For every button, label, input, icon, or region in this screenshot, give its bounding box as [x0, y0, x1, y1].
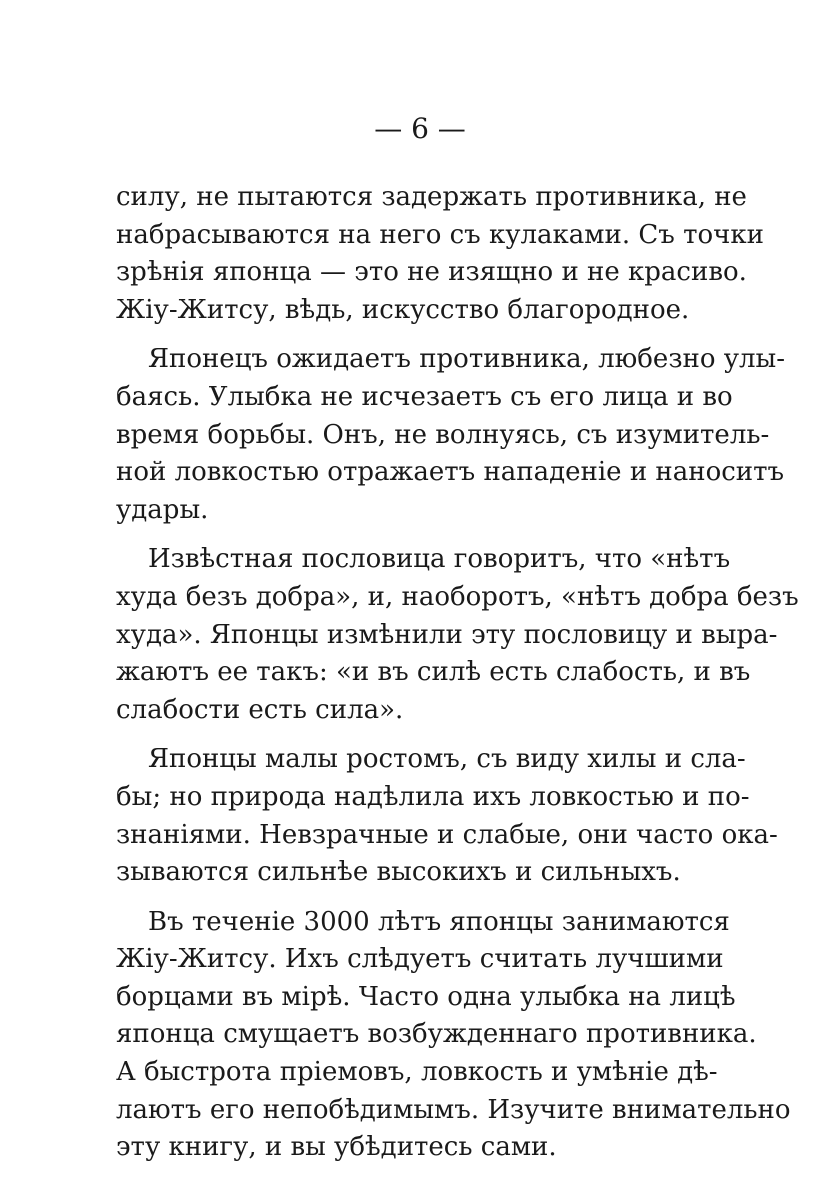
- text-line: силу, не пытаются задержать противника, не: [116, 182, 747, 212]
- text-line: ной ловкостью отражаетъ нападеніе и наноситъ: [116, 457, 785, 488]
- text-line: баясь. Улыбка не исчезаетъ съ его лица и во: [116, 381, 733, 412]
- text-line: лаютъ его непобѣдимымъ. Изучите внимательно: [116, 1094, 791, 1125]
- paragraph: [116, 541, 799, 729]
- text-line: Въ теченіе 3000 лѣтъ японцы занимаются: [148, 906, 730, 937]
- paragraph: [116, 179, 764, 329]
- text-line: Японцы малы ростомъ, съ виду хилы и сла-: [148, 744, 746, 775]
- text-line: удары.: [116, 494, 209, 525]
- paragraph: [116, 341, 786, 529]
- text-line: Извѣстная пословица говоритъ, что «нѣтъ: [148, 544, 731, 575]
- text-line: Японецъ ожидаетъ противника, любезно улы-: [148, 344, 786, 375]
- text-line: эту книгу, и вы убѣдитесь сами.: [116, 1132, 557, 1163]
- text-line: борцами въ мірѣ. Часто одна улыбка на лицѣ: [116, 981, 736, 1012]
- paragraph: [116, 904, 791, 1167]
- text-line: Жіу-Житсу, вѣдь, искусство благородное.: [116, 294, 690, 325]
- text-line: знаніями. Невзрачные и слабые, они часто ока-: [116, 819, 778, 850]
- text-line: худа безъ добра», и, наоборотъ, «нѣтъ добра безъ: [116, 581, 799, 612]
- text-line: набрасываются на него съ кулаками. Съ точки: [116, 219, 764, 250]
- text-line: жаютъ ее такъ: «и въ силѣ есть слабость, и въ: [116, 657, 751, 688]
- text-line: Жіу-Житсу. Ихъ слѣдуетъ считать лучшими: [116, 944, 724, 975]
- text-line: худа». Японцы измѣнили эту пословицу и выра-: [116, 619, 778, 650]
- text-line: А быстрота пріемовъ, ловкость и умѣніе дѣ-: [116, 1057, 718, 1088]
- text-line: зываются сильнѣе высокихъ и сильныхъ.: [116, 857, 681, 888]
- text-line: японца смущаетъ возбужденнаго противника.: [116, 1019, 757, 1050]
- body-text: [116, 179, 799, 1167]
- text-line: слабости есть сила».: [116, 694, 404, 725]
- text-line: время борьбы. Онъ, не волнуясь, съ изумитель-: [116, 419, 770, 450]
- paragraph: [116, 741, 778, 891]
- page-number: — 6 —: [374, 112, 466, 145]
- text-line: бы; но природа надѣлила ихъ ловкостью и по-: [116, 781, 750, 812]
- text-line: зрѣнія японца — это не изящно и не красиво.: [116, 257, 747, 288]
